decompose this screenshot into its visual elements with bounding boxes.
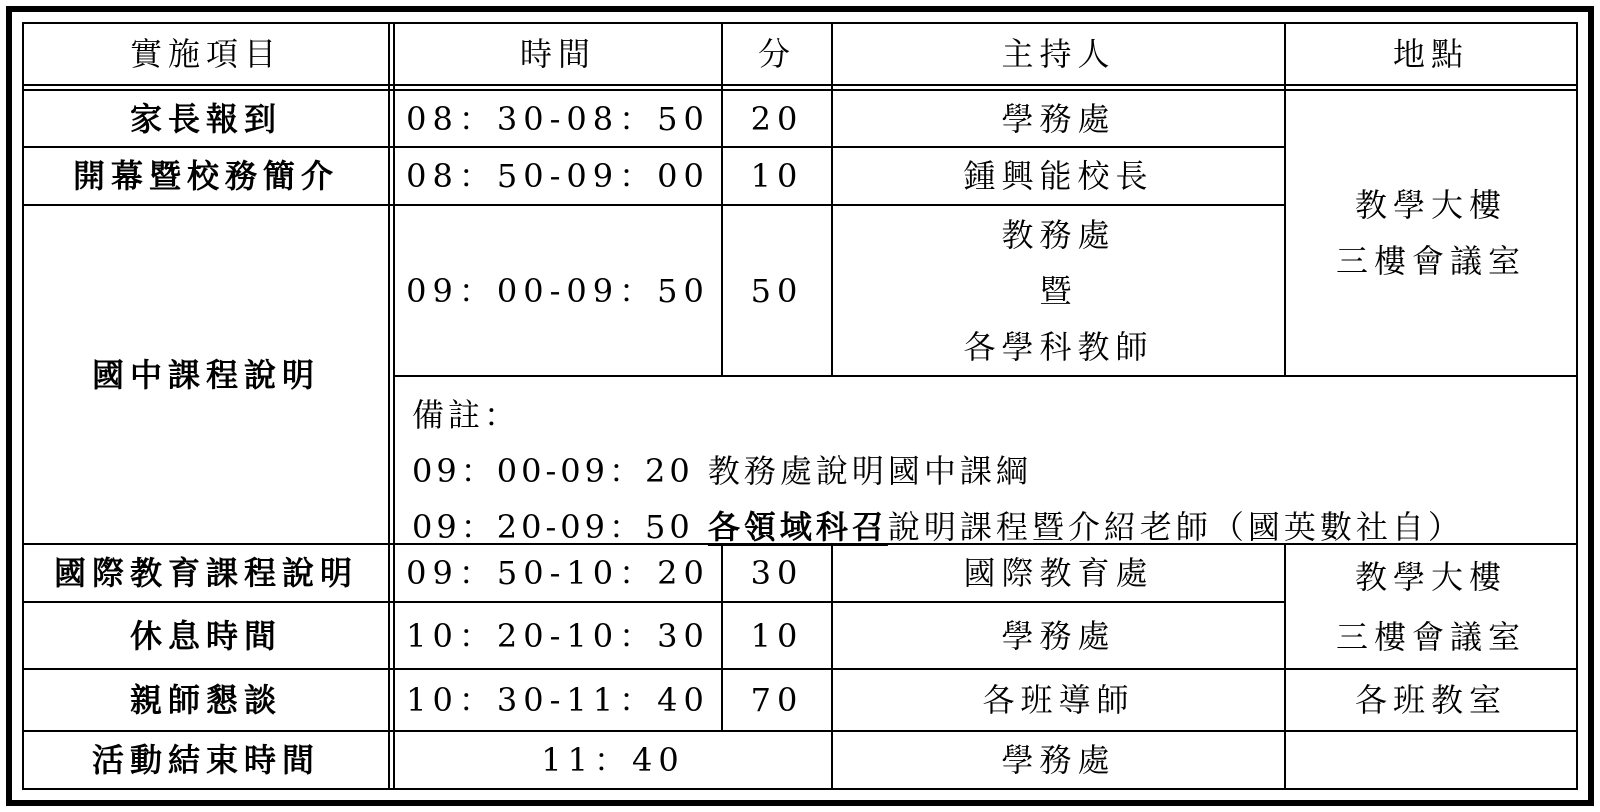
- row-time: 10：20-10：30: [406, 616, 710, 655]
- row-location: 各班教室: [1354, 681, 1507, 719]
- row-item: 國中課程說明: [91, 355, 320, 394]
- location-upper-line: 三樓會議室: [1335, 242, 1526, 280]
- row-host: 學務處: [1001, 99, 1116, 138]
- row-host: [833, 206, 1284, 375]
- note-block: [412, 387, 1562, 547]
- header-location: 地點: [1392, 35, 1469, 73]
- note-line-1-text: 教務處說明國中課綱: [707, 452, 1032, 490]
- note-line-1: [412, 443, 1562, 499]
- schedule-table: [22, 22, 1578, 790]
- row-minutes: 20: [750, 99, 804, 138]
- row-item: 開幕暨校務簡介: [72, 157, 339, 195]
- row-minutes: 50: [750, 271, 804, 310]
- header-minutes: 分: [757, 35, 796, 73]
- row-time: 09：00-09：50: [406, 271, 710, 310]
- host-line: 教務處: [1001, 215, 1116, 254]
- header-time: 時間: [519, 35, 596, 73]
- row-host: 鍾興能校長: [963, 157, 1154, 195]
- row-time: 08：50-09：00: [406, 157, 710, 195]
- note-line-1-time: 09：00-09：20: [412, 452, 694, 490]
- location-upper-line: 教學大樓: [1354, 186, 1507, 224]
- row-host: 學務處: [1001, 741, 1116, 779]
- row-item: 活動結束時間: [91, 741, 320, 779]
- row-time: 09：50-10：20: [406, 554, 710, 592]
- row-host: 各班導師: [982, 681, 1135, 719]
- location-lower-line: 三樓會議室: [1335, 617, 1526, 656]
- row-time: 11：40: [541, 741, 685, 779]
- host-line: 各學科教師: [963, 327, 1154, 366]
- location-lower-line: 教學大樓: [1354, 557, 1507, 596]
- row-host: 學務處: [1001, 616, 1116, 655]
- note-title: 備註：: [412, 396, 521, 434]
- row-time: 10：30-11：40: [406, 681, 710, 719]
- header-host: 主持人: [1001, 35, 1116, 73]
- row-location: [1286, 732, 1576, 788]
- row-minutes: 30: [750, 554, 804, 592]
- schedule-frame: [6, 6, 1594, 806]
- row-host: 國際教育處: [963, 554, 1154, 592]
- row-time: 08：30-08：50: [406, 99, 710, 138]
- location-lower: [1286, 545, 1576, 668]
- row-item: 休息時間: [129, 616, 282, 655]
- note-line-2-emphasis: 各領域科召: [707, 508, 888, 546]
- header-item: 實施項目: [129, 35, 282, 73]
- row-item: 國際教育課程說明: [53, 554, 358, 592]
- row-item: 親師懇談: [129, 681, 282, 719]
- host-line: 暨: [1039, 271, 1078, 310]
- note-line-2-text: 說明課程暨介紹老師（國英數社自）: [887, 508, 1464, 546]
- location-upper: [1286, 91, 1576, 375]
- note-line-2-time: 09：20-09：50: [412, 508, 694, 546]
- row-item: 家長報到: [129, 99, 282, 138]
- row-minutes: 10: [750, 616, 804, 655]
- row-minutes: 70: [750, 681, 804, 719]
- row-minutes: 10: [750, 157, 804, 195]
